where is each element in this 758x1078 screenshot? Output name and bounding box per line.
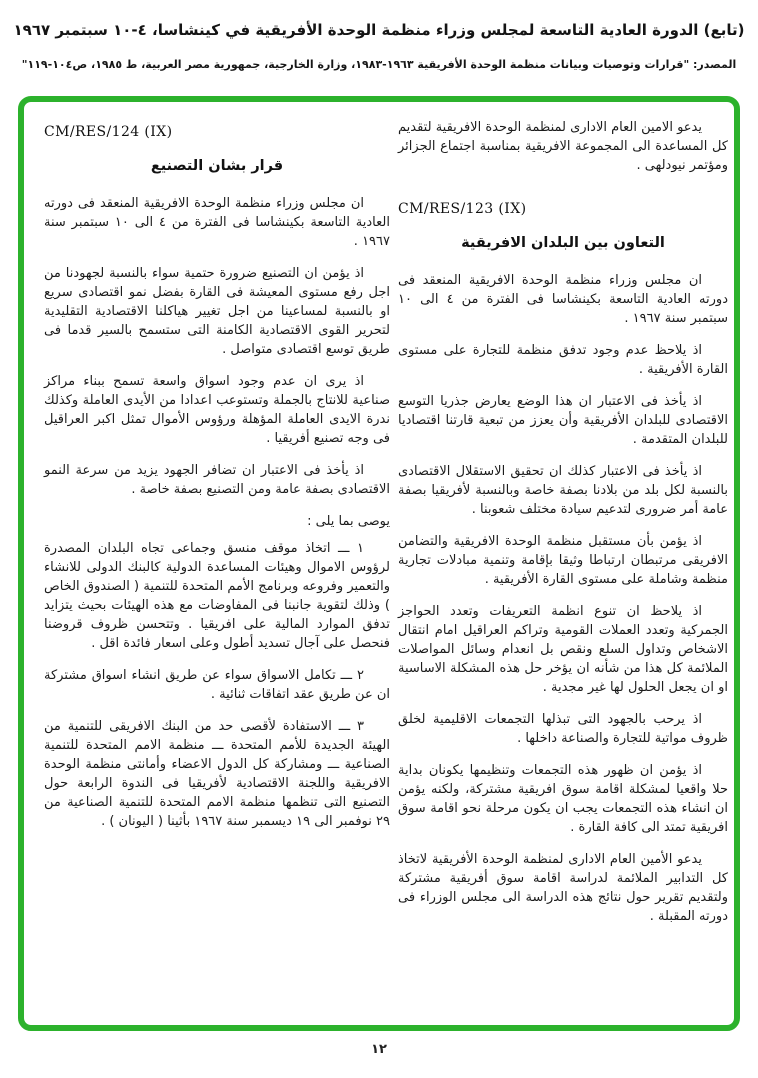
resolution-124-title: قرار بشان التصنيع xyxy=(150,158,284,174)
column-left xyxy=(44,124,390,844)
paragraph: اذ يؤمن ان ظهور هذه التجمعات وتنظيمها يكونان بداية حلا واقعيا لمشكلة اقامة سوق افريقية مشتركة، ولكنه يؤمن ان انشاء هذه التجمعات يجب ان يكون مرحلة نحو اقامة سوق افريقية تمتد الى كافة القارة . xyxy=(398,763,728,835)
page-number: ١٢ xyxy=(371,1042,387,1057)
column-right xyxy=(398,118,728,939)
recommendation-lead: يوصى بما يلى : xyxy=(307,514,390,529)
content-frame xyxy=(18,96,740,1031)
paragraph: اذ يرحب بالجهود التى تبذلها التجمعات الاقليمية لخلق ظروف مواتية للتجارة والصناعة داخلها . xyxy=(398,712,728,746)
paragraph: اذ يؤمن بأن مستقبل منظمة الوحدة الافريقية والتضامن الافريقى مرتبطان ارتباطا وثيقا بإقامة وتنمية مبادلات تجارية منظمة وشاملة على مستوى القارة الأفريقية . xyxy=(398,534,728,587)
continuation-paragraph: يدعو الامين العام الادارى لمنظمة الوحدة الافريقية لتقديم كل المساعدة الى المجموعة الافريقية بمناسبة اجتماع الجزائر ومؤتمر نيودلهى . xyxy=(398,120,728,173)
paragraph: ان مجلس وزراء منظمة الوحدة الافريقية المنعقد فى دورته العادية التاسعة بكينشاسا فى الفترة من ٤ الى ١٠ سبتمبر سنة ١٩٦٧ . xyxy=(398,273,728,326)
paragraph: اذ يأخذ فى الاعتبار ان هذا الوضع يعارض جذريا التوسع الاقتصادى للبلدان الأفريقية وأن يعزز من تبعية قارتنا اقتصاديا للبلدان المتقدمة . xyxy=(398,394,728,447)
numbered-item-3: ٣ ـــ الاستفادة لأقصى حد من البنك الافريقى للتنمية من الهيئة الجديدة للأمم المتحدة ـــ منظمة الامم المتحدة للتنمية الصناعية ـــ ومشاركة كل الدول الاعضاء وأمانتى منظمة الوحدة الافريقية واللجنة الاقتصادية لأفريقيا فى الندوة الرابعة حول التصنيع التى تنظمها منظمة الامم المتحدة للتنمية الصناعية من ٢٩ نوفمبر الى ١٩ ديسمبر سنة ١٩٦٧ بأثينا ( اليونان ) . xyxy=(44,719,390,829)
resolution-123-title: التعاون بين البلدان الافريقية xyxy=(461,235,665,251)
paragraph: اذ يؤمن ان التصنيع ضرورة حتمية سواء بالنسبة لجهودنا من اجل رفع مستوى المعيشة فى القارة بفضل نمو اقتصادى سريع او بالنسبة لمساعينا من اجل تغيير هياكلنا الاقتصادية التقليدية لتحرير القوى الاقتصادية الكامنة التى ستسمح بالسير قدما فى طريق توسع اقتصادى متواصل . xyxy=(44,266,390,357)
paragraph: ان مجلس وزراء منظمة الوحدة الافريقية المنعقد فى دورته العادية التاسعة بكينشاسا فى الفترة من ٤ الى ١٠ سبتمبر سنة ١٩٦٧ . xyxy=(44,196,390,249)
paragraph: اذ يلاحظ عدم وجود تدفق منظمة للتجارة على مستوى القارة الأفريقية . xyxy=(398,343,728,377)
resolution-id-123: CM/RES/123 (IX) xyxy=(398,201,527,217)
paragraph: اذ يأخذ فى الاعتبار ان تضافر الجهود يزيد من سرعة النمو الاقتصادى بصفة عامة ومن التصنيع بصفة خاصة . xyxy=(44,463,390,497)
header-source-line: المصدر: "قرارات وتوصيات وبيانات منظمة الوحدة الأفريقية ١٩٦٣-١٩٨٣، وزارة الخارجية، جمهورية مصر العربية، ط ١٩٨٥، ص١٠٤-١١٩" xyxy=(21,58,737,71)
resolution-id-124: CM/RES/124 (IX) xyxy=(44,124,173,140)
numbered-item-1: ١ ـــ اتخاذ موقف منسق وجماعى تجاه البلدان المصدرة لرؤوس الاموال وهيئات المساعدة الدولية كالبنك الدولى للانشاء والتعمير وفروعه وبرنامج الأمم المتحدة للتنمية ( الصندوق الخاص ) وذلك لتقوية جانبنا فى المفاوضات مع هذه الهيئات بحيث يتزايد تدفق الموارد المالية على افريقيا . وتتحسن ظروف قروضنا فنحصل على آجال تسديد أطول وعلى اسعار فائدة اقل . xyxy=(44,541,390,651)
numbered-item-2: ٢ ـــ تكامل الاسواق سواء عن طريق انشاء اسواق مشتركة ان عن طريق عقد اتفاقات ثنائية . xyxy=(44,668,390,702)
paragraph: اذ يلاحظ ان تنوع انظمة التعريفات وتعدد الحواجز الجمركية وتعدد العملات القومية وتراكم العراقيل امام انتقال الاشخاص وتداول السلع ونقص بل انعدام وسائل المواصلات الملائمة كل هذا من شأنه ان يؤخر حل هذه المشكلة الاساسية او ان يجعل الحلول لها غير مجدية . xyxy=(398,604,728,695)
paragraph: يدعو الأمين العام الادارى لمنظمة الوحدة الأفريقية لاتخاذ كل التدابير الملائمة لدراسة اقامة سوق أفريقية مشتركة ولتقديم تقرير حول نتائج هذه الدراسة الى مجلس الوزراء فى دورته المقبلة . xyxy=(398,852,728,924)
paragraph: اذ يرى ان عدم وجود اسواق واسعة تسمح ببناء مراكز صناعية للانتاج بالجملة وتستوعب اعدادا من الأيدى العاملة وكذلك ندرة الايدى العاملة المؤهلة ورؤوس الأموال تمثل اكبر العراقيل فى وجه تصنيع أفريقيا . xyxy=(44,374,390,446)
header-session-line: (تابع) الدورة العادية التاسعة لمجلس وزراء منظمة الوحدة الأفريقية في كينشاسا، ٤-١٠ سبتمبر ١٩٦٧ xyxy=(13,21,745,39)
paragraph: اذ يأخذ فى الاعتبار كذلك ان تحقيق الاستقلال الاقتصادى بالنسبة لكل بلد من بلادنا بصفة خاصة وبالنسبة لأفريقيا بصفة عامة أمر ضرورى لتدعيم سيادة مختلف شعوبنا . xyxy=(398,464,728,517)
